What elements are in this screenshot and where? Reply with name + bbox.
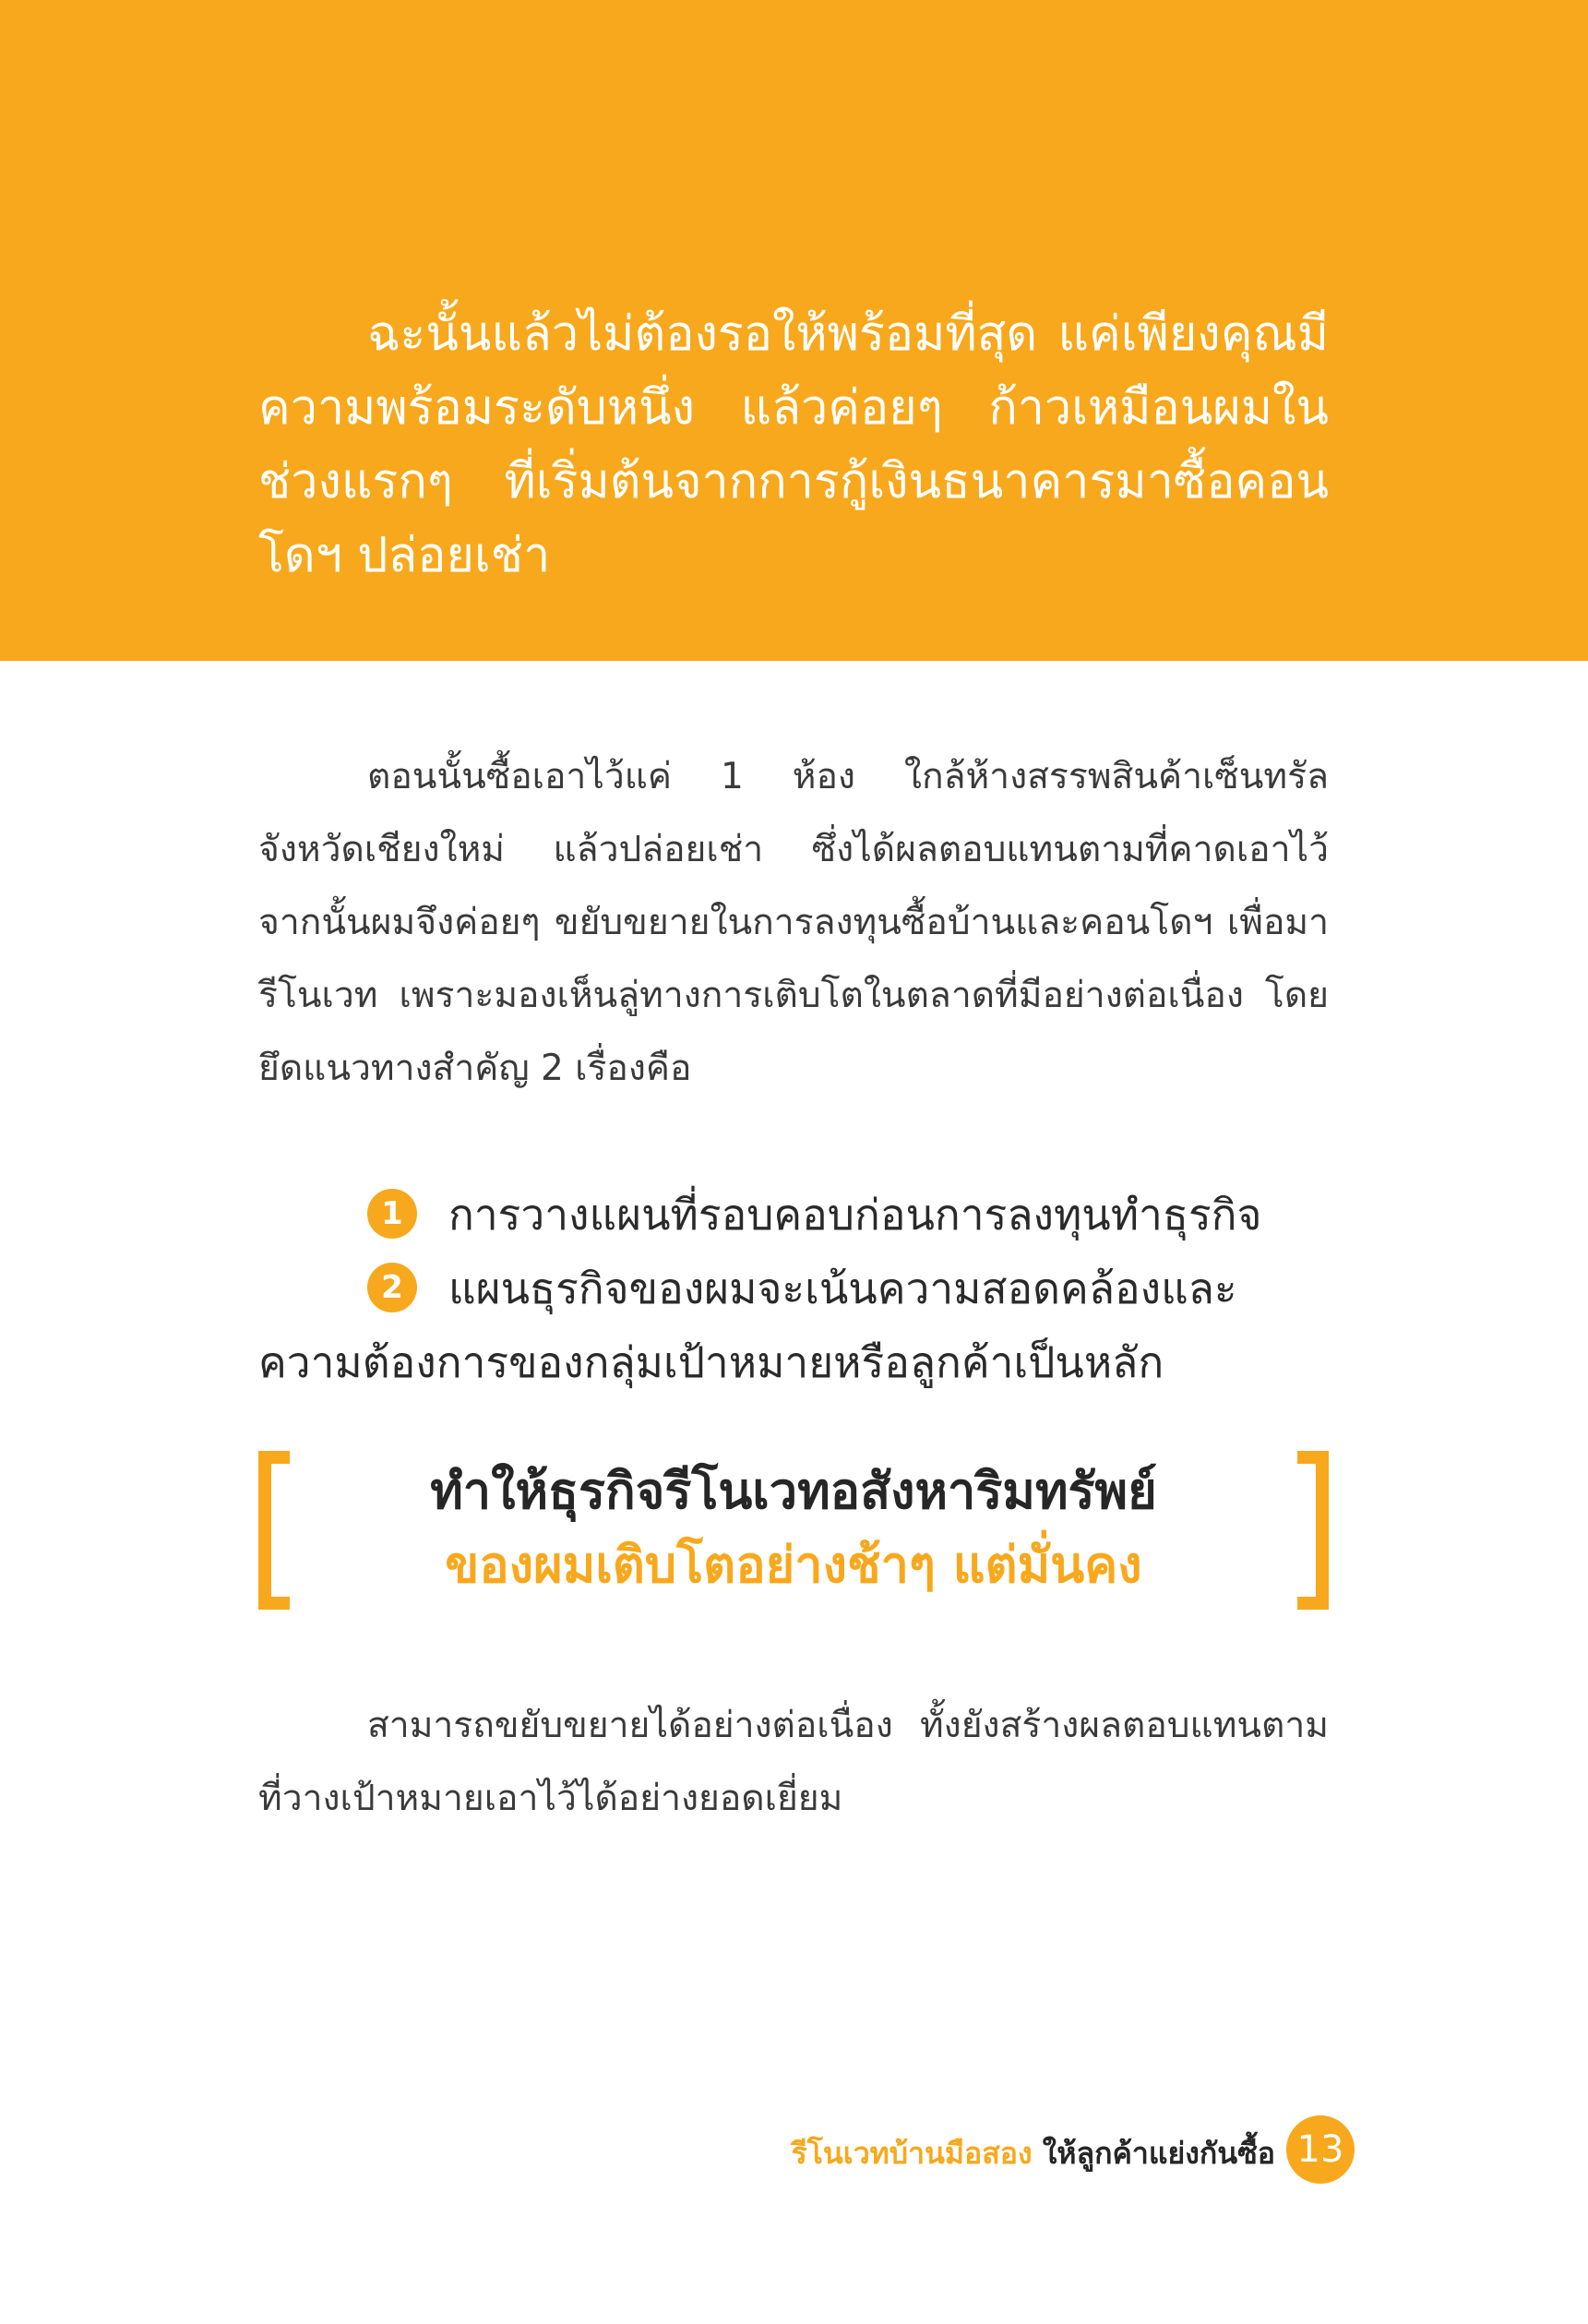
list-number-badge: 1 xyxy=(367,1189,417,1239)
page-footer xyxy=(646,2115,1355,2189)
list-item-text: แผนธุรกิจของผมจะเน้นความสอดคล้องและความต้องการของกลุ่มเป้าหมายหรือลูกค้าเป็นหลัก xyxy=(258,1264,1237,1387)
list-item-1 xyxy=(258,1178,1329,1252)
banner-text: ฉะนั้นแล้วไม่ต้องรอให้พร้อมที่สุด แค่เพียงคุณมีความพร้อมระดับหนึ่ง แล้วค่อยๆ ก้าวเหมือนผมในช่วงแรกๆ ที่เริ่มต้นจากการกู้เงินธนาคารมาซื้อคอนโดฯ ปล่อยเช่า xyxy=(258,306,1329,583)
book-title-part-2: ให้ลูกค้าแย่งกันซื้อ xyxy=(1042,2136,1275,2171)
list-item-text: การวางแผนที่รอบคอบก่อนการลงทุนทำธุรกิจ xyxy=(448,1190,1262,1240)
pull-quote xyxy=(258,1451,1329,1615)
pull-quote-line-2: ของผมเติบโตอย่างช้าๆ แต่มั่นคง xyxy=(445,1536,1142,1594)
list-number-badge: 2 xyxy=(367,1263,417,1312)
book-title-part-1: รีโนเวทบ้านมือสอง xyxy=(791,2136,1033,2171)
running-book-title xyxy=(792,2130,1276,2177)
left-bracket-decoration xyxy=(258,1451,290,1610)
header-banner xyxy=(0,0,1588,661)
page-number: 13 xyxy=(1286,2115,1355,2184)
body-paragraph-1: ตอนนั้นซื้อเอาไว้แค่ 1 ห้อง ใกล้ห้างสรรพสินค้าเซ็นทรัล จังหวัดเชียงใหม่ แล้วปล่อยเช่า ซึ่งได้ผลตอบแทนตามที่คาดเอาไว้ จากนั้นผมจึงค่อยๆ ขยับขยายในการลงทุนซื้อบ้านและคอนโดฯ เพื่อมารีโนเวท เพราะมองเห็นลู่ทางการเติบโตในตลาดที่มีอย่างต่อเนื่อง โดยยึดแนวทางสำคัญ 2 เรื่องคือ xyxy=(258,756,1329,1089)
list-item-2 xyxy=(258,1252,1329,1399)
right-bracket-decoration xyxy=(1297,1451,1329,1610)
key-points-list xyxy=(258,1178,1329,1399)
body-paragraph-2: สามารถขยับขยายได้อย่างต่อเนื่อง ทั้งยังสร้างผลตอบแทนตามที่วางเป้าหมายเอาไว้ได้อย่างยอดเยี่ยม xyxy=(258,1705,1329,1819)
pull-quote-line-1: ทำให้ธุรกิจรีโนเวทอสังหาริมทรัพย์ xyxy=(430,1462,1157,1520)
